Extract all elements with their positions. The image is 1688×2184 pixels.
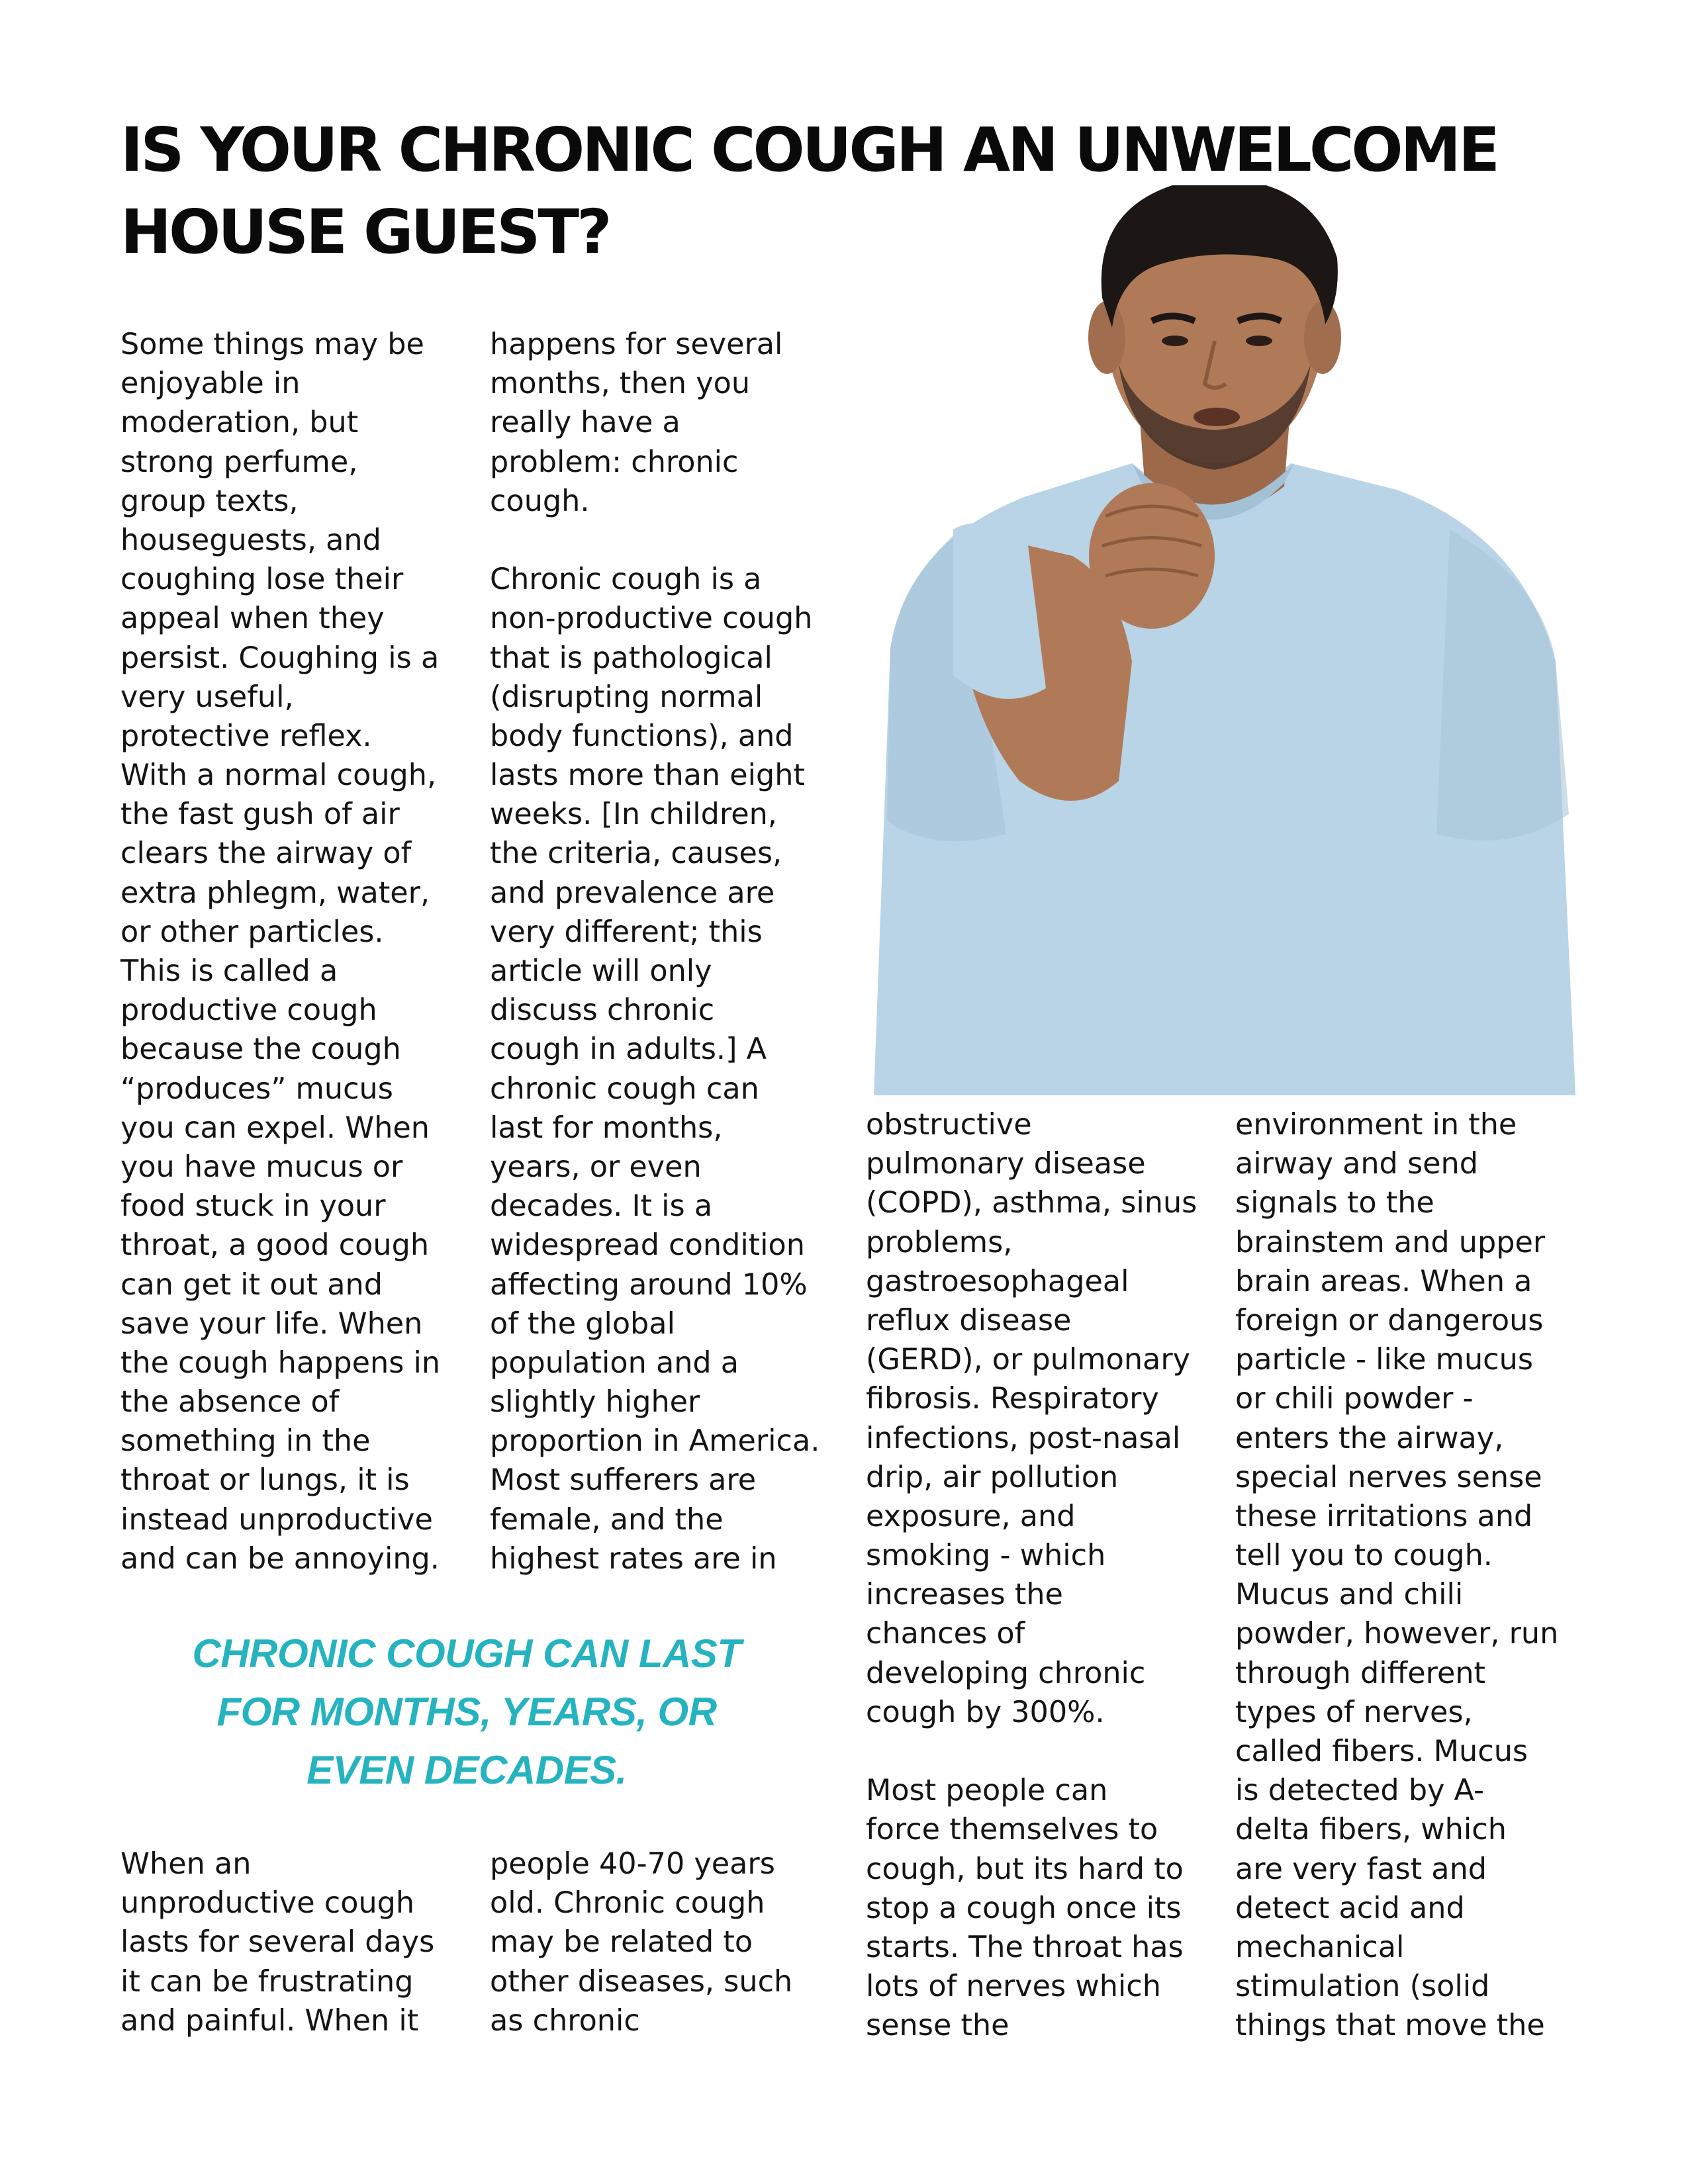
text-line: coughing lose their (120, 563, 404, 597)
column-1-top (120, 325, 478, 1578)
text-line: chronic cough can (490, 1071, 759, 1106)
text-line: affecting around 10% (490, 1267, 808, 1302)
text-line: months, then you (490, 367, 751, 401)
text-line: sense the (866, 2009, 1009, 2043)
text-line: fibrosis. Respiratory (866, 1382, 1159, 1416)
text-line: discuss chronic (490, 993, 715, 1028)
text-line: reflux disease (866, 1303, 1072, 1338)
text-line: or chili powder - (1235, 1382, 1474, 1416)
text-line: environment in the (1235, 1108, 1517, 1142)
text-line: weeks. [In children, (490, 797, 777, 832)
text-line: brainstem and upper (1235, 1225, 1546, 1259)
text-line: protective reflex. (120, 719, 372, 753)
text-line: save your life. When (120, 1306, 423, 1341)
text-line: group texts, (120, 484, 299, 518)
text-line: really have a (490, 406, 680, 440)
text-line: these irritations and (1235, 1499, 1533, 1533)
text-line: infections, post-nasal (866, 1421, 1181, 1455)
pull-quote-line-3: EVEN DECADES. (306, 1748, 627, 1792)
text-line: last for months, (490, 1111, 723, 1145)
pull-quote (126, 1625, 808, 1799)
text-line: exposure, and (866, 1499, 1076, 1533)
text-line: starts. The throat has (866, 1930, 1184, 1964)
text-line: detect acid and (1235, 1891, 1465, 1925)
text-line (866, 1732, 1223, 1771)
text-line: Mucus and chili (1235, 1578, 1464, 1612)
column-4 (1235, 1105, 1593, 2046)
text-line: happens for several (490, 328, 783, 361)
text-line: is detected by A- (1235, 1774, 1485, 1808)
text-line: cough by 300%. (866, 1695, 1105, 1729)
text-line: strong perfume, (120, 445, 358, 479)
man-coughing-illustration (854, 185, 1575, 1095)
text-line: called fibers. Mucus (1235, 1735, 1528, 1768)
text-line: This is called a (120, 954, 338, 988)
text-line: the criteria, causes, (490, 837, 782, 871)
text-line: cough in adults.] A (490, 1032, 767, 1067)
text-line: enjoyable in (120, 367, 301, 401)
column-2-bottom (490, 1844, 847, 2040)
text-line: that is pathological (490, 641, 773, 675)
text-line: force themselves to (866, 1813, 1158, 1847)
text-line: years, or even (490, 1150, 702, 1184)
text-line: as chronic (490, 2003, 640, 2038)
text-line: Most sufferers are (490, 1463, 757, 1498)
text-line: delta fibers, which (1235, 1813, 1507, 1847)
text-line: foreign or dangerous (1235, 1303, 1544, 1338)
text-line: appeal when they (120, 602, 385, 636)
text-line: clears the airway of (120, 837, 412, 871)
text-line: (GERD), or pulmonary (866, 1343, 1190, 1377)
text-line: of the global (490, 1306, 675, 1341)
text-line: cough. (490, 484, 590, 518)
text-line: “produces” mucus (120, 1071, 393, 1106)
text-line: obstructive (866, 1108, 1032, 1142)
text-line: the fast gush of air (120, 797, 400, 832)
text-line: Most people can (866, 1774, 1108, 1808)
text-line: lots of nerves which (866, 1970, 1161, 2004)
text-line: food stuck in your (120, 1189, 386, 1224)
text-line: instead unproductive (120, 1502, 433, 1537)
text-line: tell you to cough. (1235, 1539, 1493, 1573)
text-line: gastroesophageal (866, 1264, 1129, 1298)
text-line: mechanical (1235, 1930, 1405, 1964)
text-line: highest rates are in (490, 1541, 777, 1576)
text-line: female, and the (490, 1502, 724, 1537)
text-line: unproductive cough (120, 1886, 415, 1921)
text-line: airway and send (1235, 1147, 1478, 1181)
text-line: other diseases, such (490, 1964, 793, 1999)
title-line-1: IS YOUR CHRONIC COUGH AN UNWELCOME (120, 114, 1497, 185)
text-line: stop a cough once its (866, 1891, 1182, 1925)
text-line: proportion in America. (490, 1424, 820, 1459)
text-line: Chronic cough is a (490, 563, 762, 597)
column-2-top (490, 325, 847, 1578)
text-line: moderation, but (120, 406, 359, 440)
text-line: through different (1235, 1656, 1485, 1690)
pull-quote-line-2: FOR MONTHS, YEARS, OR (216, 1690, 717, 1734)
column-1-bottom (120, 1844, 478, 2040)
pull-quote-line-1: CHRONIC COUGH CAN LAST (192, 1631, 741, 1676)
text-line: Some things may be (120, 328, 424, 361)
text-line: slightly higher (490, 1385, 700, 1420)
text-line: drip, air pollution (866, 1460, 1119, 1494)
text-line: cough, but its hard to (866, 1852, 1184, 1886)
text-line: non-productive cough (490, 602, 813, 636)
text-line: stimulation (solid (1235, 1970, 1490, 2004)
text-line: people 40-70 years (490, 1847, 775, 1881)
text-line: increases the (866, 1578, 1063, 1612)
text-line: When an (120, 1847, 252, 1881)
text-line: old. Chronic cough (490, 1886, 765, 1921)
text-line: extra phlegm, water, (120, 876, 430, 910)
title-line-2: HOUSE GUEST? (120, 197, 610, 267)
text-line: enters the airway, (1235, 1421, 1504, 1455)
text-line: problems, (866, 1225, 1013, 1259)
text-line: population and a (490, 1345, 739, 1380)
text-line: body functions), and (490, 719, 794, 753)
text-line: houseguests, and (120, 523, 381, 557)
text-line: signals to the (1235, 1186, 1434, 1220)
text-line: things that move the (1235, 2009, 1545, 2043)
text-line: widespread condition (490, 1228, 805, 1263)
text-line: very useful, (120, 680, 294, 714)
text-line: you can expel. When (120, 1111, 430, 1145)
text-line: chances of (866, 1617, 1025, 1651)
text-line: brain areas. When a (1235, 1264, 1532, 1298)
text-line: may be related to (490, 1925, 753, 1960)
text-line: because the cough (120, 1032, 401, 1067)
text-line: persist. Coughing is a (120, 641, 440, 675)
text-line: very different; this (490, 915, 763, 949)
text-line: pulmonary disease (866, 1147, 1146, 1181)
text-line: lasts more than eight (490, 758, 805, 793)
text-line: something in the (120, 1424, 371, 1459)
text-line: the cough happens in (120, 1345, 441, 1380)
text-line: and prevalence are (490, 876, 775, 910)
text-line: types of nerves, (1235, 1695, 1473, 1729)
text-line: you have mucus or (120, 1150, 403, 1184)
text-line: it can be frustrating (120, 1964, 414, 1999)
text-line: particle - like mucus (1235, 1343, 1534, 1377)
man-coughing-photo (854, 185, 1575, 1095)
text-line (490, 521, 847, 560)
text-line: and painful. When it (120, 2003, 419, 2038)
text-line: throat, a good cough (120, 1228, 430, 1263)
text-line: With a normal cough, (120, 758, 437, 793)
text-line: the absence of (120, 1385, 340, 1420)
text-line: (COPD), asthma, sinus (866, 1186, 1197, 1220)
text-line: developing chronic (866, 1656, 1146, 1690)
text-line: can get it out and (120, 1267, 383, 1302)
text-line: special nerves sense (1235, 1460, 1542, 1494)
text-line: (disrupting normal (490, 680, 763, 714)
text-line: decades. It is a (490, 1189, 713, 1224)
text-line: and can be annoying. (120, 1541, 440, 1576)
text-line: article will only (490, 954, 712, 988)
text-line: lasts for several days (120, 1925, 435, 1960)
text-line: throat or lungs, it is (120, 1463, 410, 1498)
text-line: problem: chronic (490, 445, 739, 479)
column-3 (866, 1105, 1223, 2046)
text-line: powder, however, run (1235, 1617, 1559, 1651)
text-line: are very fast and (1235, 1852, 1487, 1886)
text-line: productive cough (120, 993, 377, 1028)
text-line: or other particles. (120, 915, 384, 949)
text-line: smoking - which (866, 1539, 1106, 1573)
